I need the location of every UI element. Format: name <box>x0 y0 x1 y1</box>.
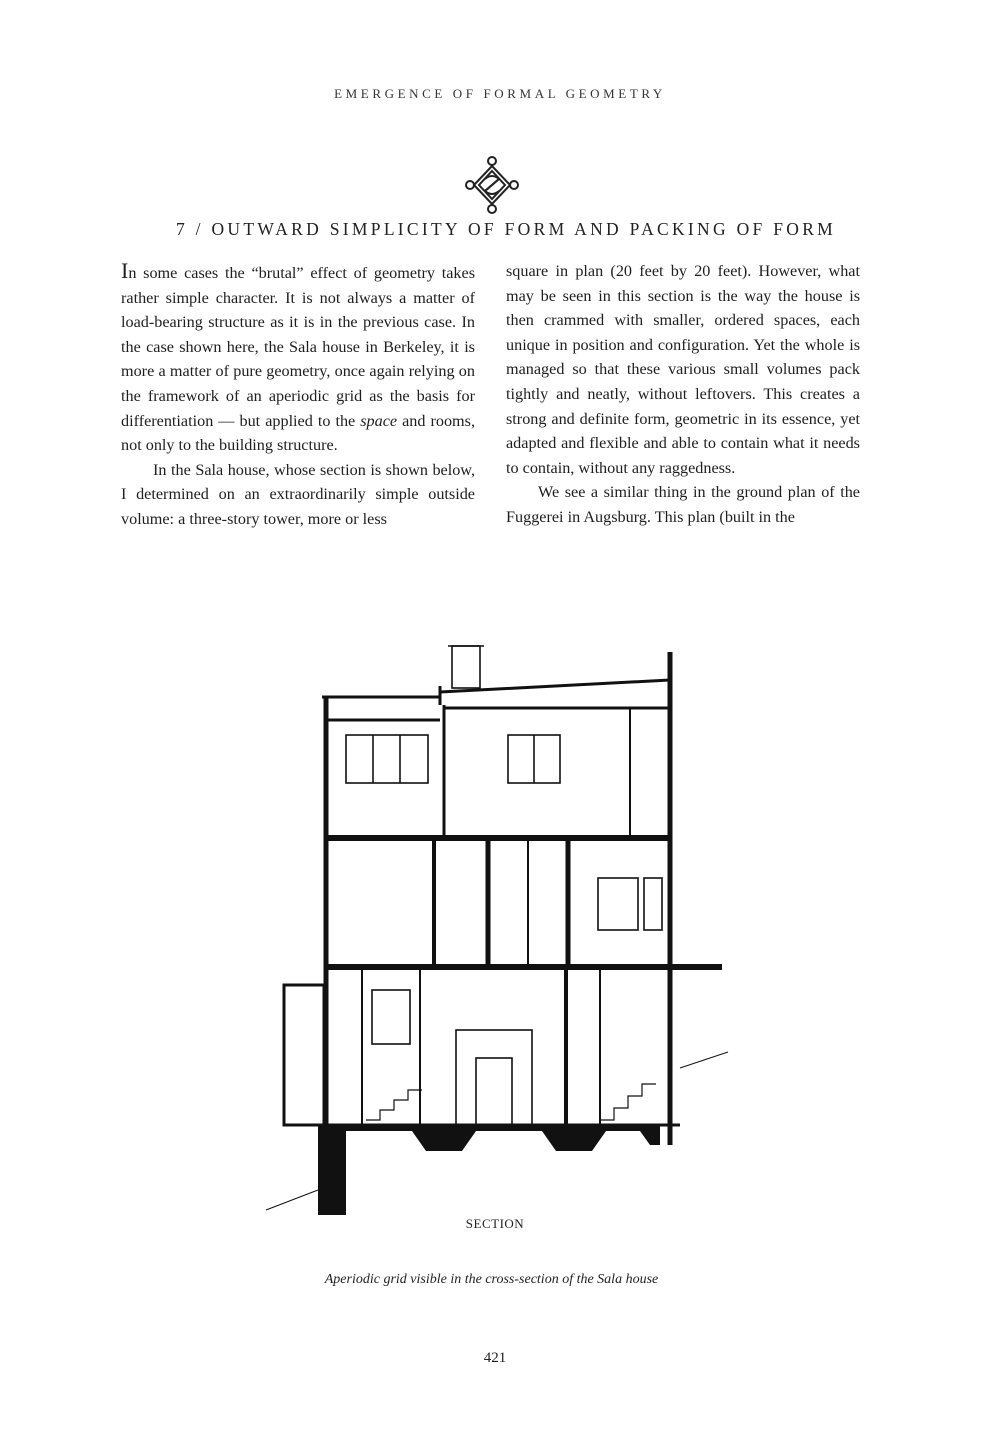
emphasis-text: space <box>360 411 398 430</box>
text-column-right <box>506 259 860 530</box>
initial-letter: I <box>121 258 129 283</box>
window-first-left <box>372 990 410 1044</box>
paragraph-text: n some cases the “brutal” effect of geometry takes rather simple character. It is not always a matter of load-bearing structure as it is in the previous case. In the case shown here, the Sala house in Berkeley, it is more a matter of pure geometry, once again relying on the framework of an aperiodic grid as the basis for differentiation — but applied to the <box>121 264 475 430</box>
running-head: EMERGENCE OF FORMAL GEOMETRY <box>334 86 666 101</box>
paragraph-text: and rooms, not only to the building structure. <box>121 411 475 455</box>
paragraph: square in plan (20 feet by 20 feet). However, what may be seen in this section is the way the house is then crammed with smaller, ordered spaces, each unique in position and configuration. Yet the whole is managed so that these various small volumes pack tightly and neatly, without leftovers. This creates a strong and definite form, geometric in its essence, yet adapted and flexible and able to contain what it needs to contain, without any raggedness. <box>506 262 860 477</box>
window-second-right <box>598 878 638 930</box>
page-number: 421 <box>483 1350 507 1366</box>
window-third-left <box>346 735 428 783</box>
section-title: 7 / OUTWARD SIMPLICITY OF FORM AND PACKING OF FORM <box>175 219 837 239</box>
text-column-left <box>121 259 475 532</box>
paragraph: In the Sala house, whose section is shown below, I determined on an extraordinarily simple outside volume: a three-story tower, more or less <box>121 460 475 528</box>
figure-label: SECTION <box>465 1216 525 1231</box>
roof-right <box>440 680 670 692</box>
figure-caption: Aperiodic grid visible in the cross-section of the Sala house <box>324 1272 659 1287</box>
celtic-knot-ornament-icon <box>465 155 519 215</box>
paragraph <box>121 259 475 458</box>
fireplace <box>456 1030 532 1125</box>
section-drawing <box>262 628 742 1228</box>
chimney <box>452 646 480 688</box>
paragraph: We see a similar thing in the ground plan of the Fuggerei in Augsburg. This plan (built in the <box>506 483 860 526</box>
